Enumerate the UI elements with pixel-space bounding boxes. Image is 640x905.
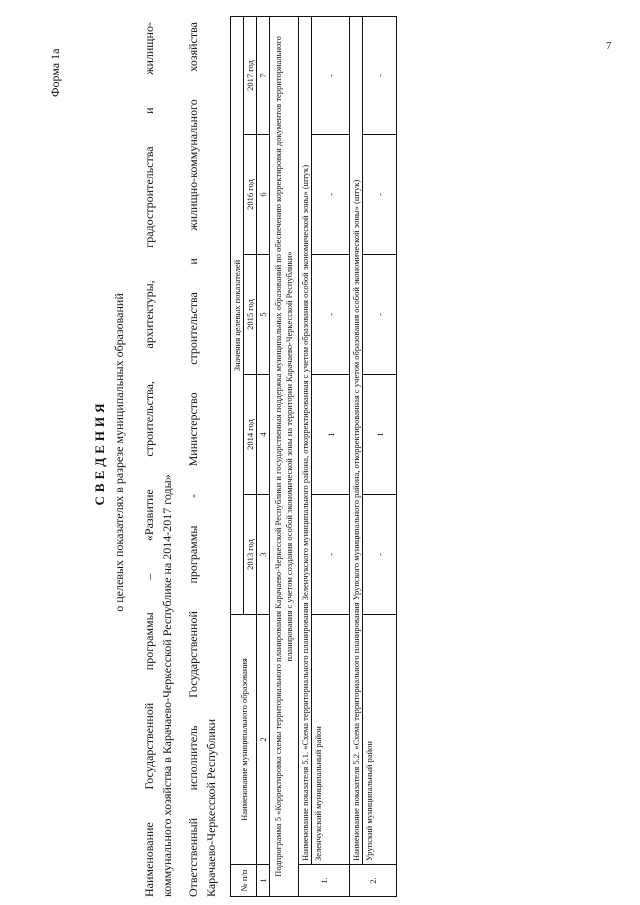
program-name (140, 22, 176, 897)
header-year: 2016 год (244, 135, 257, 255)
form-label: Форма 1а (48, 48, 62, 97)
executor-word: Государственной (186, 611, 200, 698)
program-line-1 (140, 22, 158, 897)
executor-word: хозяйства (186, 22, 200, 72)
indicators-table (230, 16, 397, 897)
program-word: и (142, 107, 156, 114)
district-name: Урупский муниципальный район (363, 615, 397, 865)
header-num: № п/п (231, 865, 257, 897)
header-year: 2017 год (244, 16, 257, 134)
header-name: Наименование муниципального образования (231, 615, 257, 865)
table-row (312, 16, 350, 896)
col-number: 7 (257, 16, 270, 134)
executor-word: исполнитель (186, 725, 200, 791)
table-row (299, 16, 312, 896)
indicator-number: 1. (299, 865, 350, 897)
program-word: градостроительства (142, 146, 156, 248)
value-cell: - (363, 135, 397, 255)
header-year: 2015 год (244, 255, 257, 375)
executor-word: жилищно-коммунального (186, 99, 200, 231)
col-number: 3 (257, 495, 270, 615)
program-word: Государственной (142, 702, 156, 790)
program-word: «Развитие (142, 489, 156, 542)
col-number: 4 (257, 375, 270, 495)
table-row (350, 16, 363, 896)
document-subtitle: о целевых показателях в разрезе муниципальных образований (112, 293, 126, 612)
program-line-2: коммунального хозяйства в Карачаево-Черкесской Республике на 2014-2017 годы» (160, 474, 174, 897)
value-cell: 1 (312, 375, 350, 495)
col-number: 5 (257, 255, 270, 375)
program-word: программы (142, 612, 156, 671)
table-row (363, 16, 397, 896)
value-cell: 1 (363, 375, 397, 495)
program-word: жилищно- (142, 22, 156, 75)
col-number: 2 (257, 615, 270, 865)
value-cell: - (312, 255, 350, 375)
header-values-group: Значения целевых показателей (231, 16, 244, 614)
col-number: 1 (257, 865, 270, 897)
program-word: архитектуры, (142, 280, 156, 349)
executor-word: Министерство (186, 392, 200, 467)
indicator-number: 2. (350, 865, 397, 897)
document-title: СВЕДЕНИЯ (92, 399, 107, 506)
value-cell: - (363, 495, 397, 615)
page-number: 7 (606, 40, 612, 52)
program-word: Наименование (142, 822, 156, 897)
header-year: 2014 год (244, 375, 257, 495)
program-word: – (142, 573, 156, 580)
value-cell: - (363, 16, 397, 134)
indicator-name: Наименование показателя 5.2. «Схема территориального планирования Урупского муниципального района, откорректированная с учетом образования особой экономической зоны» (штук) (350, 16, 363, 864)
value-cell: - (363, 255, 397, 375)
value-cell: - (312, 135, 350, 255)
executor-word: и (186, 258, 200, 265)
value-cell: - (312, 495, 350, 615)
executor-word: - (186, 493, 200, 498)
executor-word: строительства (186, 292, 200, 365)
value-cell: - (312, 16, 350, 134)
header-year: 2013 год (244, 495, 257, 615)
executor-word: программы (186, 525, 200, 584)
executor-word: Ответственный (186, 817, 200, 897)
col-number: 6 (257, 135, 270, 255)
subprogram-title: Подпрограмма 5 «Корректировка схемы территориального планирования Карачаево-Черкесской Республики и государственная поддержка муниципальных образований по обеспечению корректировки документов территориального планирования с учетом создания особой экономической зоны на территории Карачаево-Черкесской Республики» (270, 16, 299, 896)
district-name: Зеленчукский муниципальный район (312, 615, 350, 865)
executor-line-1 (184, 22, 202, 897)
responsible-executor (184, 22, 220, 897)
program-word: строительства, (142, 381, 156, 457)
executor-line-2: Карачаево-Черкесской Республики (204, 718, 218, 897)
indicator-name: Наименование показателя 5.1. «Схема территориального планирования Зеленчукского муниципального района, откорректированная с учетом образования особой экономической зоны» (штук) (299, 16, 312, 864)
